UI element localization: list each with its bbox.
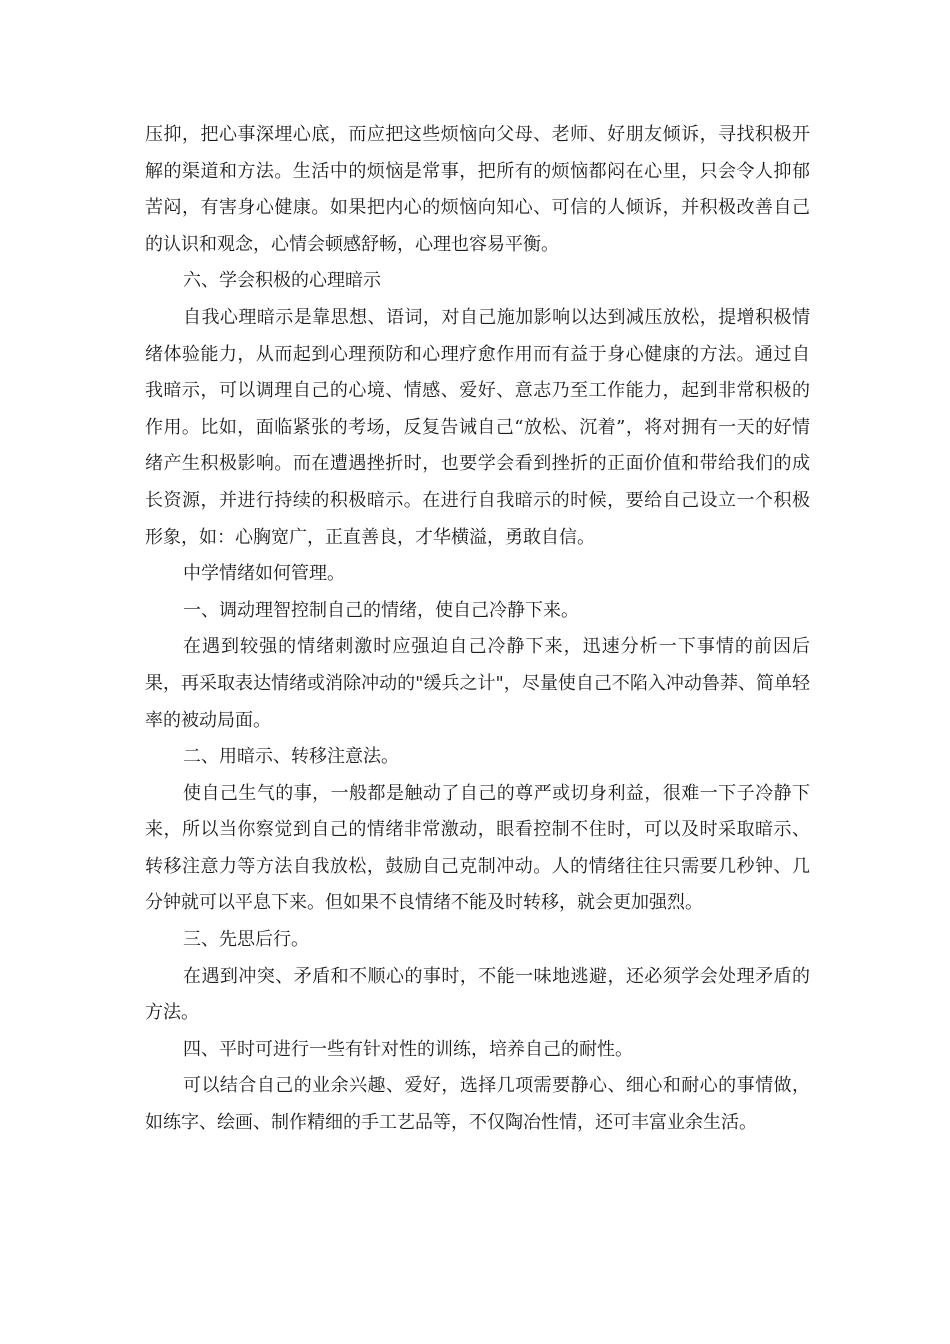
- document-body: [145, 117, 810, 1142]
- section-heading-one: 一、调动理智控制自己的情绪，使自己冷静下来。: [183, 599, 579, 621]
- paragraph-patience-training: 可以结合自己的业余兴趣、爱好，选择几项需要静心、细心和耐心的事情做，如练字、绘画、制作精细的手工艺品等，不仅陶冶性情，还可丰富业余生活。: [145, 1075, 810, 1134]
- paragraph-calm-down: 在遇到较强的情绪刺激时应强迫自己冷静下来，迅速分析一下事情的前因后果，再采取表达情绪或消除冲动的"缓兵之计"，尽量使自己不陷入冲动鲁莽、简单轻率的被动局面。: [145, 636, 810, 731]
- section-heading-six: 六、学会积极的心理暗示: [183, 270, 381, 292]
- paragraph-continuation: 压抑，把心事深埋心底，而应把这些烦恼向父母、老师、好朋友倾诉，寻找积极开解的渠道和方法。生活中的烦恼是常事，把所有的烦恼都闷在心里，只会令人抑郁苦闷，有害身心健康。如果把内心的烦恼向知心、可信的人倾诉，并积极改善自己的认识和观念，心情会顿感舒畅，心理也容易平衡。: [145, 124, 810, 255]
- paragraph-self-suggestion: 自我心理暗示是靠思想、语词，对自己施加影响以达到减压放松，提增积极情绪体验能力，从而起到心理预防和心理疗愈作用而有益于身心健康的方法。通过自我暗示，可以调理自己的心境、情感、爱好、意志乃至工作能力，起到非常积极的作用。比如，面临紧张的考场，反复告诫自己“放松、沉着”，将对拥有一天的好情绪产生积极影响。而在遭遇挫折时，也要学会看到挫折的正面价值和带给我们的成长资源，并进行持续的积极暗示。在进行自我暗示的时候，要给自己设立一个积极形象，如：心胸宽广，正直善良，才华横溢，勇敢自信。: [145, 306, 810, 548]
- section-heading-two: 二、用暗示、转移注意法。: [183, 746, 399, 768]
- paragraph-suggestion-transfer: 使自己生气的事，一般都是触动了自己的尊严或切身利益，很难一下子冷静下来，所以当你察觉到自己的情绪非常激动，眼看控制不住时，可以及时采取暗示、转移注意力等方法自我放松，鼓励自己克制冲动。人的情绪往往只需要几秒钟、几分钟就可以平息下来。但如果不良情绪不能及时转移，就会更加强烈。: [145, 782, 810, 914]
- paragraph-think-first: 在遇到冲突、矛盾和不顺心的事时，不能一味地逃避，还必须学会处理矛盾的方法。: [145, 965, 810, 1024]
- section-title-emotion-management: 中学情绪如何管理。: [183, 563, 345, 585]
- section-heading-three: 三、先思后行。: [183, 929, 309, 951]
- section-heading-four: 四、平时可进行一些有针对性的训练，培养自己的耐性。: [183, 1038, 633, 1060]
